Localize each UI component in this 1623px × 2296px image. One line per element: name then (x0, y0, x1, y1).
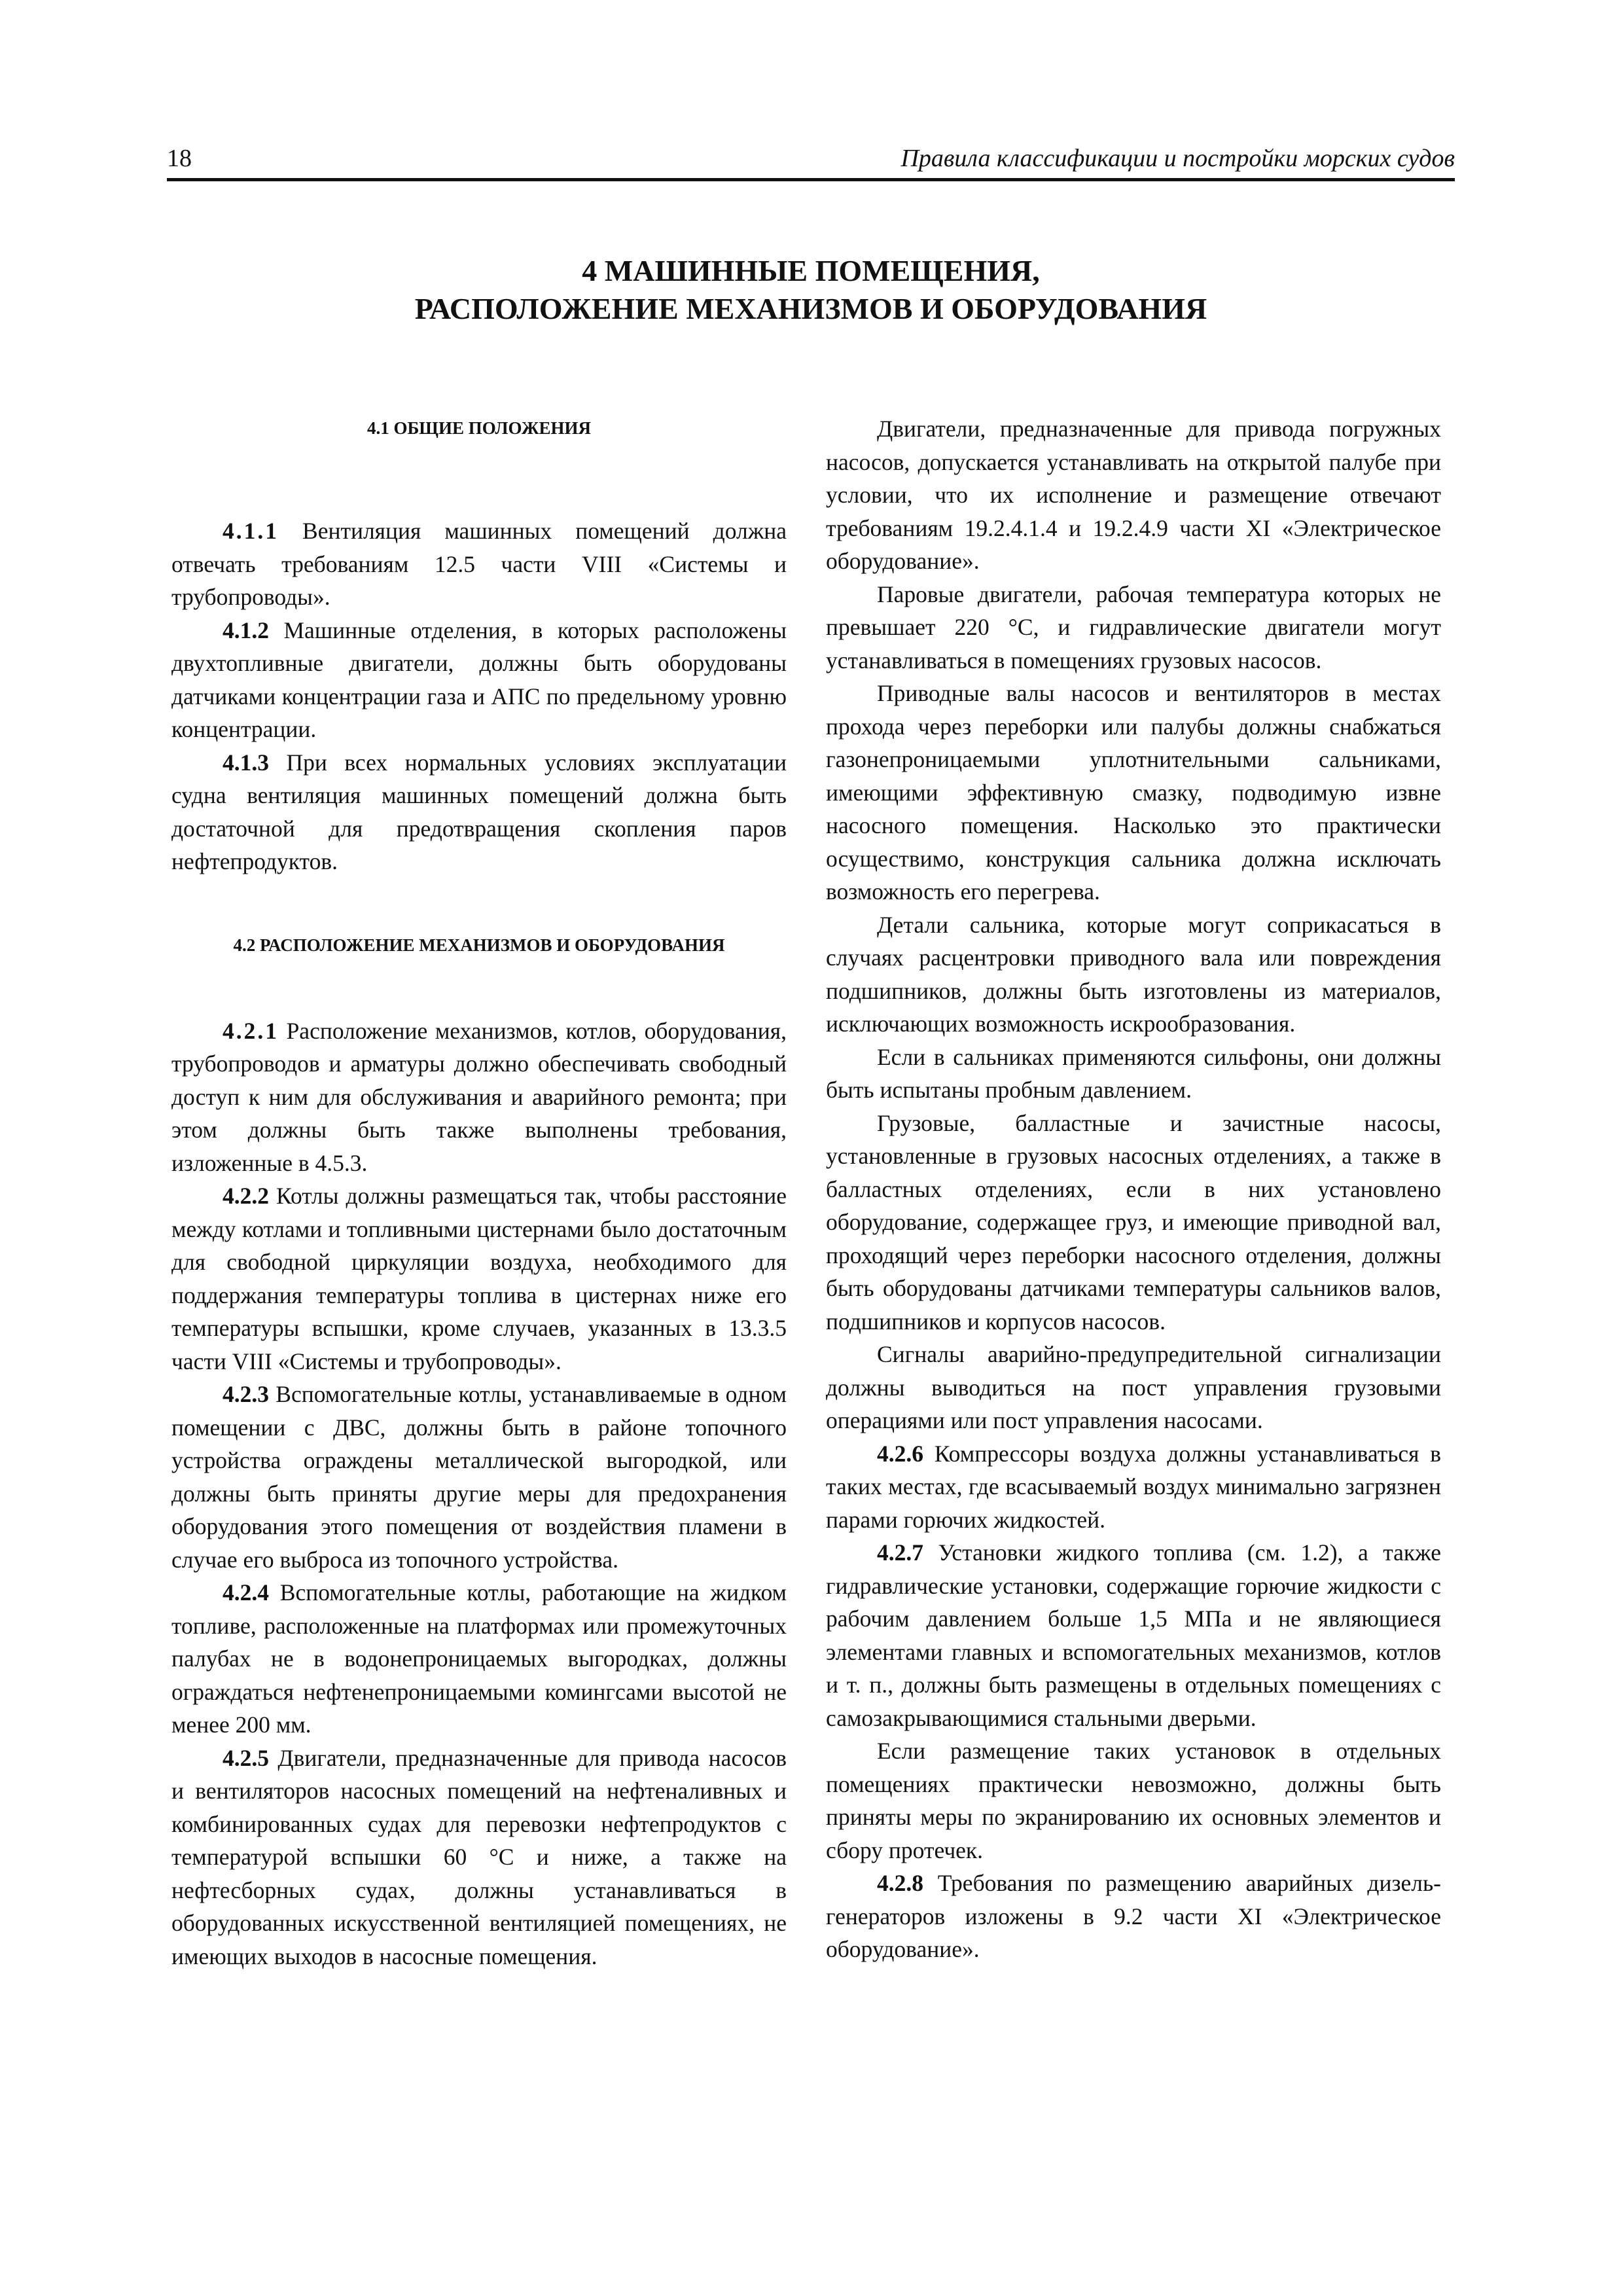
paragraph-number: 4.2.3 (223, 1381, 269, 1407)
paragraph-text: При всех нормальных условиях эксплуатации судна вентиляция машинных помещений должна быть достаточной для предотвращения скопления паров нефтепродуктов. (171, 749, 787, 874)
paragraph-number: 4.2.4 (223, 1579, 269, 1605)
paragraph-4-2-4 (171, 1576, 787, 1742)
paragraph-4-2-7-screening: Если размещение таких установок в отдельных помещениях практически невозможно, должны быть приняты меры по экранированию их основных элементов и сбору протечек. (826, 1738, 1441, 1863)
paragraph-4-2-5-alarm-signals: Сигналы аварийно-предупредительной сигнализации должны выводиться на пост управления грузовыми операциями или пост управления насосами. (826, 1341, 1441, 1433)
paragraph-text: Вспомогательные котлы, устанавливаемые в одном помещении с ДВС, должны быть в районе топочного устройства ограждены металлической выгородкой, или должны быть приняты другие меры для предохранения оборудования этого помещения от воздействия пламени в случае его выброса из топочного устройства. (171, 1381, 787, 1573)
paragraph-text: Двигатели, предназначенные для привода насосов и вентиляторов насосных помещений на нефтеналивных и комбинированных судах для перевозки нефтепродуктов с температурой вспышки 60 °С и ниже, а также на нефтесборных судах, должны устанавливаться в оборудованных искусственной вентиляцией помещениях, не имеющих выходов в насосные помещения. (171, 1744, 787, 1969)
paragraph-4-2-5-steam-engines: Паровые двигатели, рабочая температура которых не превышает 220 °С, и гидравлические двигатели могут устанавливаться в помещениях грузовых насосов. (826, 581, 1441, 673)
paragraph-number: 4.1.3 (223, 749, 269, 776)
paragraph-4-2-5-bellows: Если в сальниках применяются сильфоны, они должны быть испытаны пробным давлением. (826, 1043, 1441, 1103)
paragraph-text: Машинные отделения, в которых расположены двухтопливные двигатели, должны быть оборудованы датчиками концентрации газа и АПС по предельному уровню концентрации. (171, 617, 787, 742)
paragraph-number: 4.2.5 (223, 1744, 269, 1771)
paragraph-4-1-1 (171, 514, 787, 614)
chapter-title-line-2: РАСПОЛОЖЕНИЕ МЕХАНИЗМОВ И ОБОРУДОВАНИЯ (414, 292, 1207, 325)
paragraph-4-1-2 (171, 614, 787, 746)
paragraph-text: Расположение механизмов, котлов, оборудования, трубопроводов и арматуры должно обеспечивать свободный доступ к ним для обслуживания и аварийного ремонта; при этом должны быть также выполнены требования, изложенные в 4.5.3. (171, 1017, 787, 1176)
paragraph-4-2-6 (826, 1437, 1441, 1537)
paragraph-text: Котлы должны размещаться так, чтобы расстояние между котлами и топливными цистернами было достаточным для свободной циркуляции воздуха, необходимого для поддержания температуры топлива в цистернах ниже его температуры вспышки, кроме случаев, указанных в 13.3.5 части VIII «Системы и трубопроводы». (171, 1183, 787, 1374)
paragraph-4-2-1 (171, 1014, 787, 1180)
section-heading-4-1: 4.1 ОБЩИЕ ПОЛОЖЕНИЯ (366, 418, 592, 438)
paragraph-text: Требования по размещению аварийных дизель-генераторов изложены в 9.2 части XI «Электрическое оборудование». (826, 1870, 1441, 1962)
paragraph-text: Вспомогательные котлы, работающие на жидком топливе, расположенные на платформах или промежуточных палубах не в водонепроницаемых выгородках, должны ограждаться нефтенепроницаемыми комингсами высотой не менее 200 мм. (171, 1579, 787, 1738)
paragraph-number: 4.2.6 (877, 1440, 923, 1467)
chapter-title (167, 252, 1455, 328)
paragraph-4-2-8 (826, 1867, 1441, 1966)
paragraph-text: Вентиляция машинных помещений должна отвечать требованиям 12.5 части VIII «Системы и трубопроводы». (171, 518, 787, 610)
paragraph-4-2-5-drive-shafts: Приводные валы насосов и вентиляторов в местах прохода через переборки или палубы должны снабжаться газонепроницаемыми уплотнительными сальниками, имеющими эффективную смазку, подводимую извне насосного помещения. Насколько это практически осуществимо, конструкция сальника должна исключать возможность его перегрева. (826, 680, 1441, 905)
page-header (167, 144, 1455, 181)
paragraph-number: 4.2.1 (223, 1017, 279, 1044)
section-heading-4-2: 4.2 РАСПОЛОЖЕНИЕ МЕХАНИЗМОВ И ОБОРУДОВАНИЯ (233, 935, 725, 955)
paragraph-4-2-3 (171, 1378, 787, 1576)
paragraph-4-2-5-gland-parts: Детали сальника, которые могут соприкасаться в случаях расцентровки приводного вала или повреждения подшипников, должны быть изготовлены из материалов, исключающих возможность искрообразования. (826, 911, 1441, 1037)
paragraph-4-2-7 (826, 1536, 1441, 1734)
paragraph-4-2-5-submersible-pumps: Двигатели, предназначенные для привода погружных насосов, допускается устанавливать на открытой палубе при условии, что их исполнение и размещение отвечают требованиям 19.2.4.1.4 и 19.2.4.9 части XI «Электрическое оборудование». (826, 416, 1441, 574)
paragraph-number: 4.2.8 (877, 1870, 923, 1896)
paragraph-number: 4.2.7 (877, 1539, 923, 1566)
paragraph-4-2-2 (171, 1179, 787, 1378)
paragraph-number: 4.1.1 (223, 518, 279, 544)
paragraph-4-2-5-cargo-pumps: Грузовые, балластные и зачистные насосы, установленные в грузовых насосных отделениях, а также в балластных отделениях, если в них установлено оборудование, содержащее груз, и имеющие приводной вал, проходящий через переборки насосного отделения, должны быть оборудованы датчиками температуры сальников валов, подшипников и корпусов насосов. (826, 1109, 1441, 1335)
paragraph-4-1-3 (171, 746, 787, 878)
running-title: Правила классификации и постройки морских судов (901, 145, 1455, 172)
paragraph-number: 4.1.2 (223, 617, 269, 643)
paragraph-text: Компрессоры воздуха должны устанавливаться в таких местах, где всасываемый воздух минимально загрязнен парами горючих жидкостей. (826, 1440, 1441, 1533)
paragraph-number: 4.2.2 (223, 1183, 269, 1209)
left-column (171, 412, 787, 1973)
right-column (826, 412, 1441, 1966)
chapter-title-line-1: 4 МАШИННЫЕ ПОМЕЩЕНИЯ, (582, 254, 1040, 287)
paragraph-4-2-5 (171, 1742, 787, 1973)
page-number: 18 (167, 145, 192, 172)
paragraph-text: Установки жидкого топлива (см. 1.2), а также гидравлические установки, содержащие горючие жидкости с рабочим давлением больше 1,5 МПа и не являющиеся элементами главных и вспомогательных механизмов, котлов и т. п., должны быть размещены в отдельных помещениях с самозакрывающимися стальными дверьми. (826, 1539, 1441, 1731)
